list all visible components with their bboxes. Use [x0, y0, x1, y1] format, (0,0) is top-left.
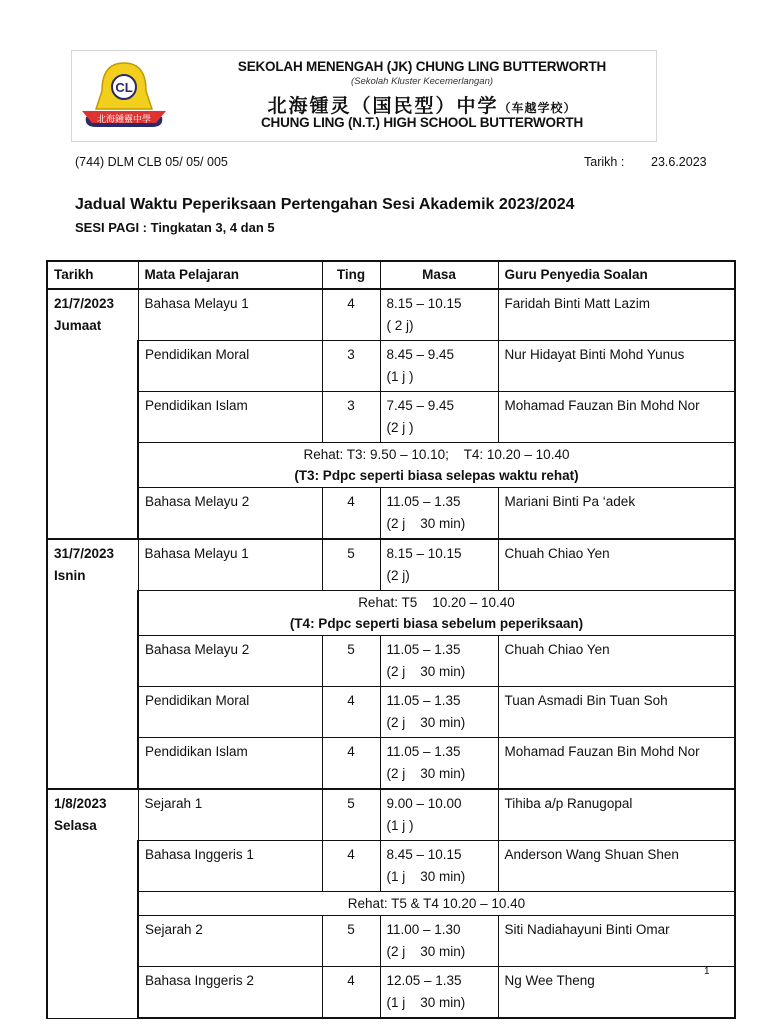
subject-cell: Pendidikan Islam	[138, 738, 322, 790]
subject-cell: Bahasa Melayu 2	[138, 488, 322, 540]
subject-cell: Bahasa Melayu 1	[138, 539, 322, 591]
column-header-subject: Mata Pelajaran	[138, 261, 322, 289]
exam-timetable	[46, 260, 736, 1019]
exam-date: 21/7/2023	[54, 296, 115, 311]
time-cell	[380, 738, 498, 790]
exam-day: Jumaat	[54, 318, 102, 333]
subject-cell: Bahasa Inggeris 2	[138, 967, 322, 1019]
break-row	[47, 892, 735, 916]
form-cell: 5	[322, 636, 380, 687]
teacher-cell: Chuah Chiao Yen	[498, 636, 735, 687]
school-letterhead	[71, 50, 657, 142]
time-cell	[380, 916, 498, 967]
table-row	[47, 392, 735, 443]
subject-cell: Bahasa Melayu 2	[138, 636, 322, 687]
date-label: Tarikh :	[584, 155, 625, 169]
exam-date-cell	[47, 789, 138, 1018]
break-time: Rehat: T3: 9.50 – 10.10; T4: 10.20 – 10.40	[303, 447, 570, 462]
exam-duration: ( 2 j)	[386, 318, 414, 333]
exam-time: 8.15 – 10.15	[386, 546, 462, 561]
school-crest-logo	[76, 57, 172, 137]
exam-duration: (2 j)	[386, 568, 410, 583]
time-cell	[380, 289, 498, 341]
time-cell	[380, 392, 498, 443]
table-row	[47, 789, 735, 841]
exam-duration: (1 j 30 min)	[386, 869, 466, 884]
reference-number: (744) DLM CLB 05/ 05/ 005	[75, 155, 228, 169]
teacher-cell: Siti Nadiahayuni Binti Omar	[498, 916, 735, 967]
exam-time: 8.15 – 10.15	[386, 296, 462, 311]
exam-duration: (2 j 30 min)	[386, 715, 466, 730]
table-row	[47, 636, 735, 687]
exam-time: 12.05 – 1.35	[386, 973, 462, 988]
exam-time: 9.00 – 10.00	[386, 796, 462, 811]
document-title: Jadual Waktu Peperiksaan Pertengahan Sesi Akademik 2023/2024	[75, 196, 575, 213]
exam-time: 8.45 – 10.15	[386, 847, 462, 862]
exam-day: Isnin	[54, 568, 86, 583]
time-cell	[380, 539, 498, 591]
teacher-cell: Ng Wee Theng	[498, 967, 735, 1019]
exam-date: 31/7/2023	[54, 546, 115, 561]
exam-date-cell	[47, 539, 138, 789]
exam-time: 8.45 – 9.45	[386, 347, 455, 362]
exam-time: 11.00 – 1.30	[386, 922, 461, 937]
table-row	[47, 488, 735, 540]
break-cell	[138, 892, 735, 916]
form-cell: 4	[322, 289, 380, 341]
page-number: 1	[704, 966, 710, 977]
form-cell: 3	[322, 392, 380, 443]
school-name-english: CHUNG LING (N.T.) HIGH SCHOOL BUTTERWORTH	[260, 115, 584, 130]
table-header-row	[47, 261, 735, 289]
form-cell: 4	[322, 488, 380, 540]
table-row	[47, 341, 735, 392]
time-cell	[380, 488, 498, 540]
break-row	[47, 591, 735, 636]
form-cell: 3	[322, 341, 380, 392]
time-cell	[380, 341, 498, 392]
teacher-cell: Mariani Binti Pa ‘adek	[498, 488, 735, 540]
break-cell	[138, 591, 735, 636]
exam-duration: (1 j )	[386, 369, 414, 384]
table-row	[47, 738, 735, 790]
subject-cell: Sejarah 1	[138, 789, 322, 841]
break-time: Rehat: T5 10.20 – 10.40	[358, 595, 515, 610]
form-cell: 5	[322, 539, 380, 591]
time-cell	[380, 789, 498, 841]
column-header-form: Ting	[322, 261, 380, 289]
teacher-cell: Nur Hidayat Binti Mohd Yunus	[498, 341, 735, 392]
subject-cell: Bahasa Melayu 1	[138, 289, 322, 341]
form-cell: 4	[322, 738, 380, 790]
exam-time: 7.45 – 9.45	[386, 398, 455, 413]
exam-time: 11.05 – 1.35	[386, 693, 461, 708]
table-row	[47, 967, 735, 1019]
exam-time: 11.05 – 1.35	[386, 642, 461, 657]
date-value: 23.6.2023	[651, 155, 707, 169]
exam-date-cell	[47, 289, 138, 539]
exam-duration: (2 j 30 min)	[386, 766, 466, 781]
time-cell	[380, 841, 498, 892]
subject-cell: Pendidikan Moral	[138, 341, 322, 392]
column-header-date: Tarikh	[47, 261, 138, 289]
exam-time: 11.05 – 1.35	[386, 494, 461, 509]
exam-duration: (1 j )	[386, 818, 414, 833]
time-cell	[380, 687, 498, 738]
exam-time: 11.05 – 1.35	[386, 744, 461, 759]
subject-cell: Pendidikan Islam	[138, 392, 322, 443]
table-row	[47, 841, 735, 892]
break-note: (T3: Pdpc seperti biasa selepas waktu rehat)	[294, 468, 579, 483]
break-time: Rehat: T5 & T4 10.20 – 10.40	[347, 896, 526, 911]
break-note: (T4: Pdpc seperti biasa sebelum peperiksaan)	[289, 616, 584, 631]
school-tagline: (Sekolah Kluster Kecemerlangan)	[350, 76, 494, 87]
exam-date: 1/8/2023	[54, 796, 107, 811]
column-header-time: Masa	[380, 261, 498, 289]
form-cell: 4	[322, 687, 380, 738]
teacher-cell: Faridah Binti Matt Lazim	[498, 289, 735, 341]
form-cell: 4	[322, 967, 380, 1019]
form-cell: 5	[322, 789, 380, 841]
document-subtitle: SESI PAGI : Tingkatan 3, 4 dan 5	[75, 220, 275, 235]
subject-cell: Pendidikan Moral	[138, 687, 322, 738]
exam-duration: (2 j 30 min)	[386, 664, 466, 679]
form-cell: 4	[322, 841, 380, 892]
svg-text:CL: CL	[115, 80, 133, 95]
break-row	[47, 443, 735, 488]
time-cell	[380, 967, 498, 1019]
table-row	[47, 539, 735, 591]
exam-duration: (1 j 30 min)	[386, 995, 466, 1010]
form-cell: 5	[322, 916, 380, 967]
time-cell	[380, 636, 498, 687]
school-name-malay: SEKOLAH MENENGAH (JK) CHUNG LING BUTTERWORTH	[237, 59, 607, 74]
exam-day: Selasa	[54, 818, 97, 833]
table-row	[47, 289, 735, 341]
exam-duration: (2 j 30 min)	[386, 944, 466, 959]
svg-text:北海鍾靈中學: 北海鍾靈中學	[96, 115, 152, 125]
teacher-cell: Tihiba a/p Ranugopal	[498, 789, 735, 841]
teacher-cell: Anderson Wang Shuan Shen	[498, 841, 735, 892]
table-row	[47, 916, 735, 967]
exam-duration: (2 j 30 min)	[386, 516, 466, 531]
teacher-cell: Chuah Chiao Yen	[498, 539, 735, 591]
column-header-teacher: Guru Penyedia Soalan	[498, 261, 735, 289]
teacher-cell: Mohamad Fauzan Bin Mohd Nor	[498, 738, 735, 790]
teacher-cell: Mohamad Fauzan Bin Mohd Nor	[498, 392, 735, 443]
table-row	[47, 687, 735, 738]
subject-cell: Bahasa Inggeris 1	[138, 841, 322, 892]
subject-cell: Sejarah 2	[138, 916, 322, 967]
exam-duration: (2 j )	[386, 420, 414, 435]
school-name-chinese: 北海锺灵（国民型）中学（车越学校）	[267, 95, 577, 117]
break-cell	[138, 443, 735, 488]
teacher-cell: Tuan Asmadi Bin Tuan Soh	[498, 687, 735, 738]
